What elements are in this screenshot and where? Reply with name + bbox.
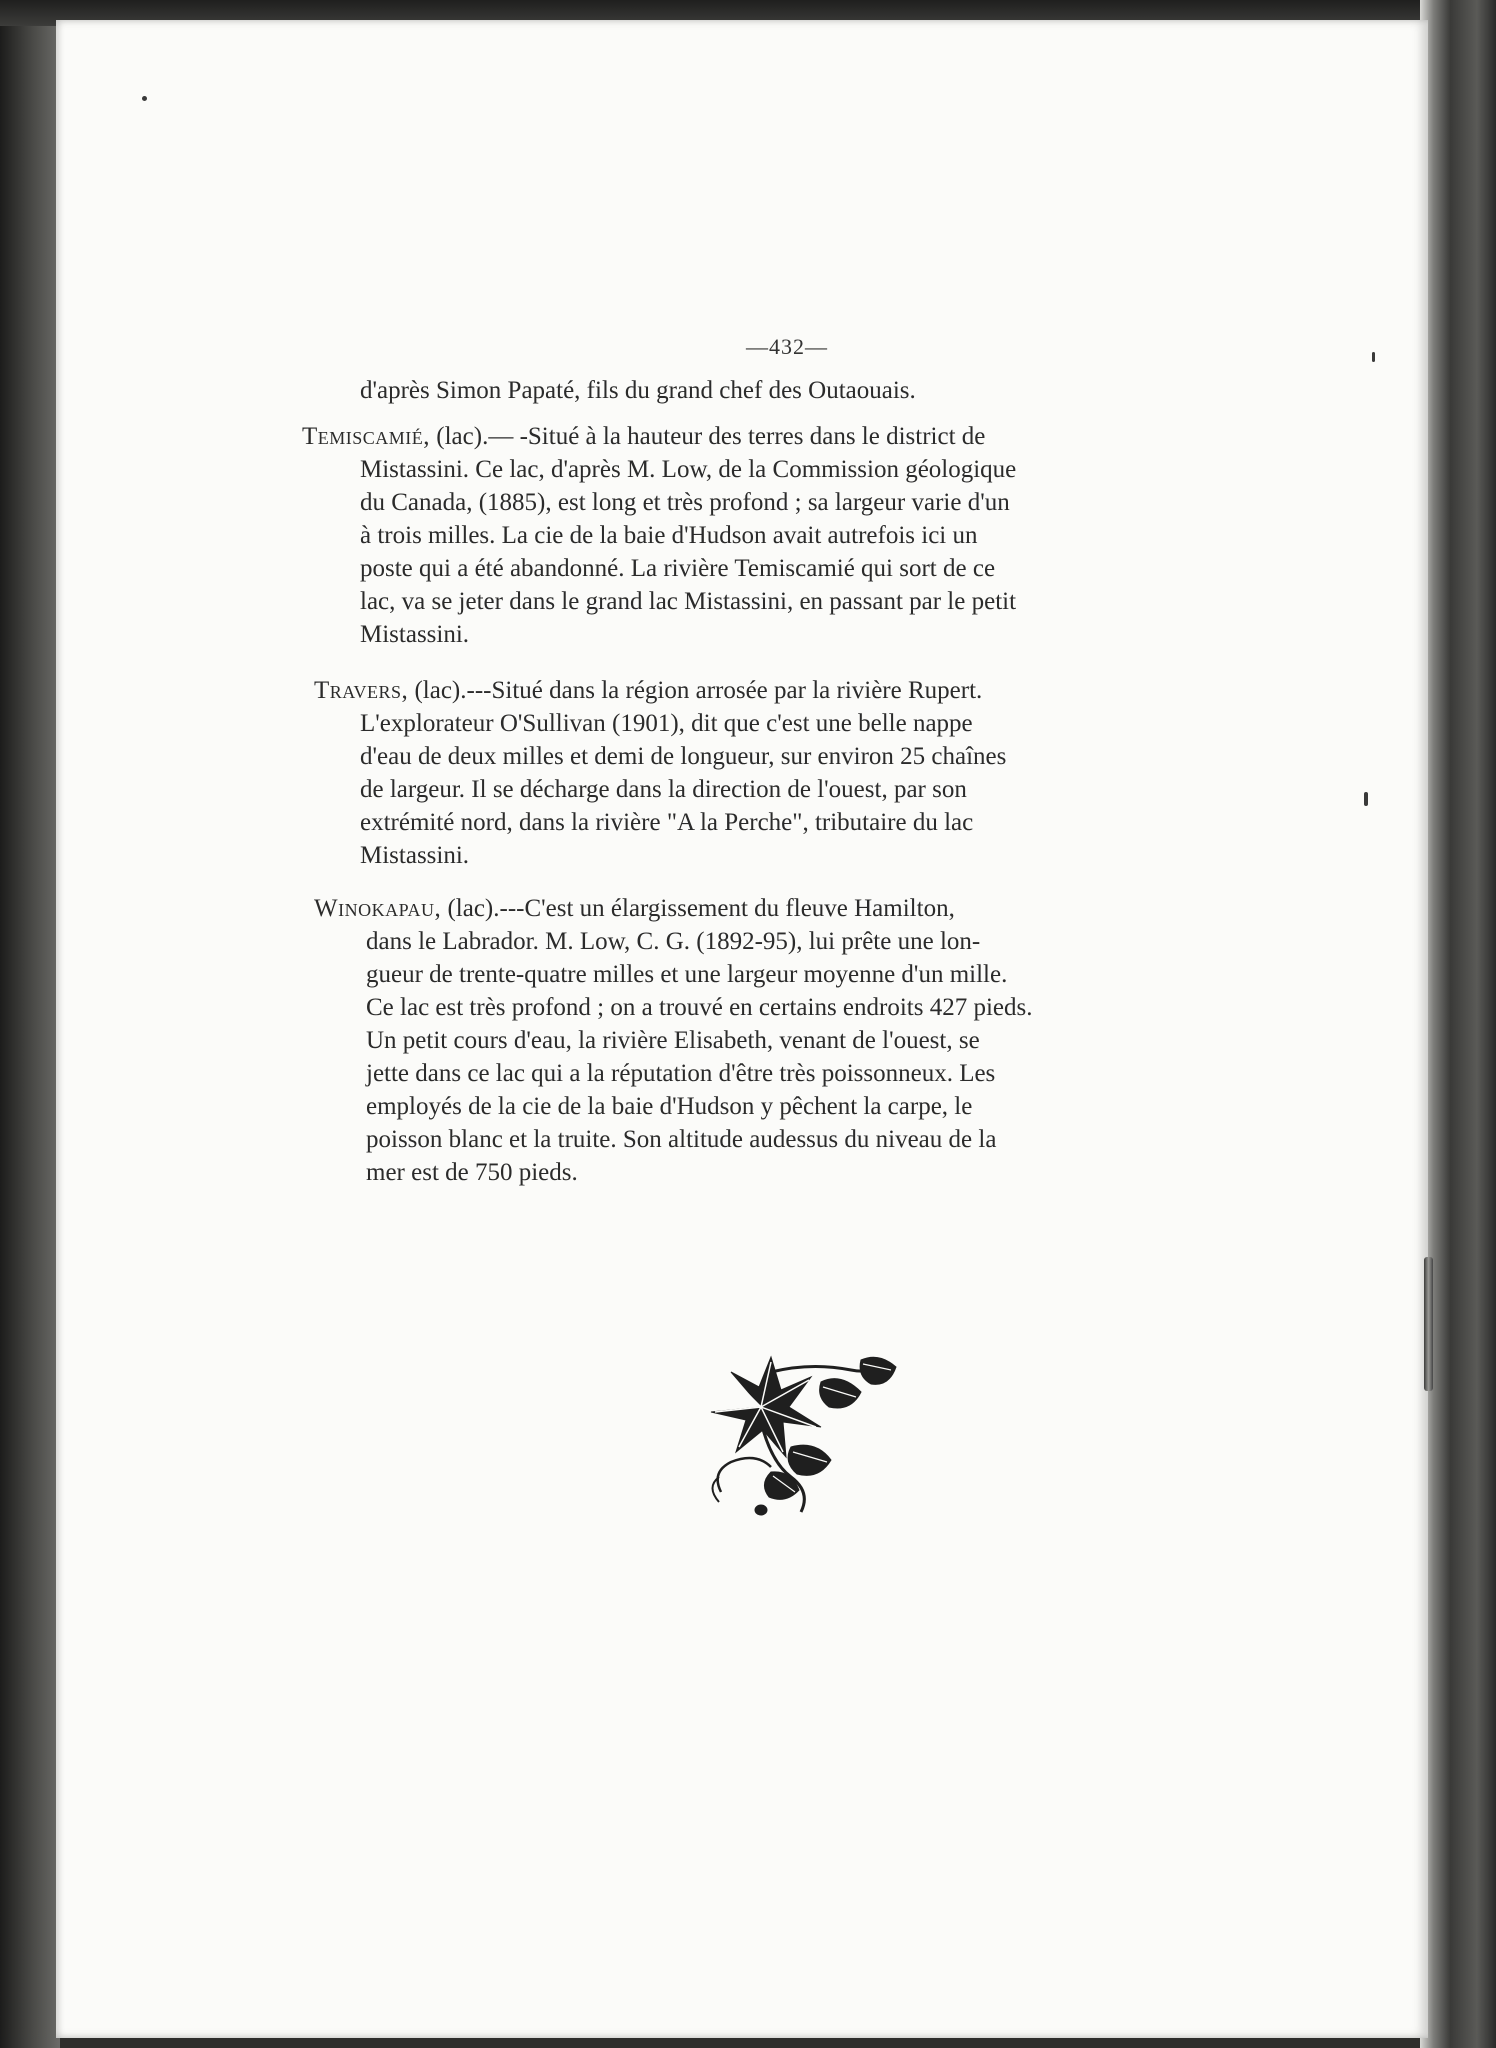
text-line: employés de la cie de la baie d'Hudson y pêchent la carpe, le (366, 1093, 973, 1120)
text-line: à trois milles. La cie de la baie d'Hudson avait autrefois ici un (360, 522, 978, 549)
entry-first-line: (lac).---Situé dans la région arrosée par la rivière Rupert. (408, 677, 983, 704)
entry-travers (314, 674, 1006, 872)
entry-head: Travers, (314, 677, 409, 704)
scan-speck (1372, 352, 1375, 362)
text-line: jette dans ce lac qui a la réputation d'être très poissonneux. Les (366, 1060, 996, 1087)
entry-head: Temiscamié, (302, 423, 431, 450)
text-line: Un petit cours d'eau, la rivière Elisabeth, venant de l'ouest, se (366, 1027, 980, 1054)
text-line: Mistassini. (360, 621, 470, 648)
scan-speck (1364, 792, 1368, 806)
text-line: Mistassini. Ce lac, d'après M. Low, de la Commission géologique (360, 456, 1017, 483)
text-line: d'eau de deux milles et demi de longueur, sur environ 25 chaînes (360, 743, 1007, 770)
page-number: —432— (746, 334, 828, 359)
text-line: L'explorateur O'Sullivan (1901), dit que c'est une belle nappe (360, 710, 973, 737)
page-edge-mark (1424, 1257, 1433, 1391)
text-line: poste qui a été abandonné. La rivière Temiscamié qui sort de ce (360, 555, 996, 582)
entry-first-line: (lac).— -Situé à la hauteur des terres dans le district de (430, 423, 986, 450)
intro-line (360, 374, 916, 407)
text-line: lac, va se jeter dans le grand lac Mistassini, en passant par le petit (360, 588, 1017, 615)
text-line: Ce lac est très profond ; on a trouvé en certains endroits 427 pieds. (366, 994, 1033, 1021)
text-line: dans le Labrador. M. Low, C. G. (1892-95), lui prête une lon- (366, 928, 981, 955)
floral-vine-ornament-icon (701, 1352, 901, 1517)
entry-winokapau (314, 892, 1032, 1189)
entry-head: Winokapau, (314, 895, 442, 922)
book-page (56, 20, 1428, 2038)
entry-temiscamie (302, 420, 1016, 651)
text-line: Mistassini. (360, 842, 470, 869)
text-line: poisson blanc et la truite. Son altitude audessus du niveau de la (366, 1126, 997, 1153)
scan-speck (142, 96, 147, 101)
text-line: d'après Simon Papaté, fils du grand chef des Outaouais. (360, 377, 916, 404)
text-line: extrémité nord, dans la rivière "A la Perche", tributaire du lac (360, 809, 974, 836)
text-line: du Canada, (1885), est long et très profond ; sa largeur varie d'un (360, 489, 1010, 516)
text-line: gueur de trente-quatre milles et une largeur moyenne d'un mille. (366, 961, 1008, 988)
text-line: mer est de 750 pieds. (366, 1159, 578, 1186)
entry-first-line: (lac).---C'est un élargissement du fleuve Hamilton, (441, 895, 955, 922)
text-line: de largeur. Il se décharge dans la direction de l'ouest, par son (360, 776, 967, 803)
scan-right-edge (1420, 0, 1496, 2048)
scan-left-edge (0, 0, 60, 2048)
